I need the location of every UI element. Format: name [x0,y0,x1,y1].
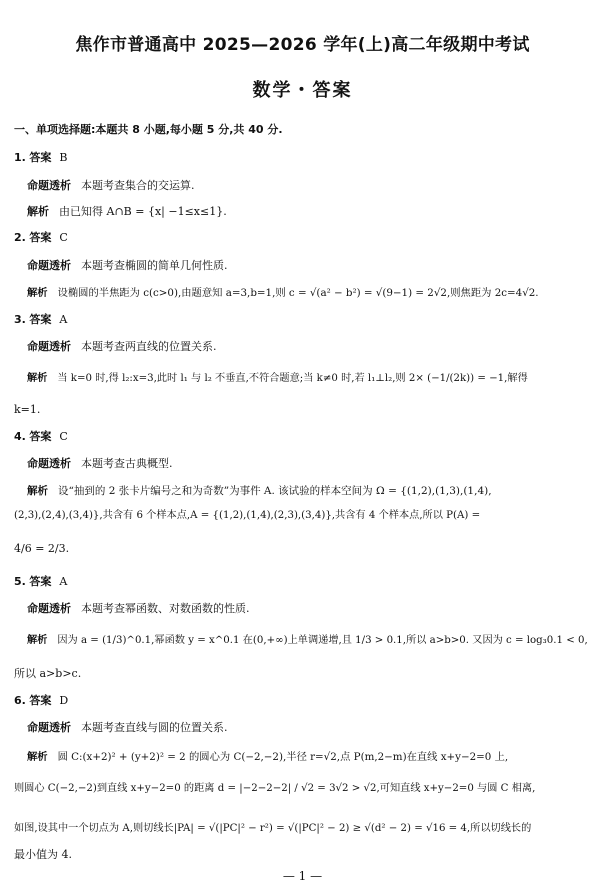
answer-line-5 [14,575,591,589]
analysis-text: 本题考查集合的交运算. [81,179,195,192]
page-title: 焦作市普通高中 2025—2026 学年(上)高二年级期中考试 [75,35,530,55]
analysis-label: 命题透析 [27,259,71,272]
question-number: 6. [14,694,26,707]
analysis-label: 命题透析 [27,602,71,615]
answer-value: A [59,575,68,588]
analysis-line-6 [27,721,591,735]
analysis-label: 命题透析 [27,179,71,192]
question-number: 3. [14,313,26,326]
question-number: 1. [14,151,26,164]
solution-label: 解析 [27,635,48,646]
solution-line-6d: 最小值为 4. [14,848,72,861]
answer-label: 答案 [29,430,52,443]
analysis-text: 本题考查两直线的位置关系. [81,340,217,353]
question-number: 5. [14,575,26,588]
analysis-line-4 [27,457,591,471]
analysis-text: 本题考查古典概型. [81,457,173,470]
question-number: 2. [14,231,26,244]
analysis-text: 本题考查椭圆的简单几何性质. [81,259,228,272]
solution-line-6c: 如图,设其中一个切点为 A,则切线长|PA| = √(|PC|² − r²) = √(|PC|² − 2) ≥ √(d² − 2) = √16 = 4,所以切线长的 [14,823,532,834]
answer-line-4 [14,430,591,444]
solution-label: 解析 [27,205,49,218]
solution-text: 当 k=0 时,得 l₂:x=3,此时 l₁ 与 l₂ 不垂直,不符合题意;当 k≠0 时,若 l₁⊥l₂,则 2× (−1/(2k)) = −1,解得 [57,373,528,384]
answer-label: 答案 [29,231,52,244]
answer-line-1 [14,151,591,165]
solution-label: 解析 [27,485,48,497]
answer-line-6 [14,694,591,708]
analysis-label: 命题透析 [27,721,71,734]
solution-line-4c: 4/6 = 2/3. [14,542,70,555]
answer-label: 答案 [29,151,52,164]
answer-value: C [59,430,68,443]
solution-line-5a [27,634,591,648]
analysis-line-5 [27,602,591,616]
answer-value: A [59,313,68,326]
analysis-label: 命题透析 [27,457,71,470]
solution-label: 解析 [27,751,48,763]
solution-line-1a [27,205,591,219]
answer-value: B [59,151,68,164]
solution-line-2a [27,286,591,300]
answer-label: 答案 [29,575,52,588]
solution-line-4b: (2,3),(2,4),(3,4)},共含有 6 个样本点,A = {(1,2),(1,4),(2,3),(3,4)},共含有 4 个样本点,所以 P(A) = [14,510,481,521]
solution-line-6a [27,750,591,764]
analysis-label: 命题透析 [27,340,71,353]
question-number: 4. [14,430,26,443]
answer-line-3 [14,313,591,327]
answer-label: 答案 [29,313,52,326]
solution-line-4a [27,484,591,498]
solution-line-3a [27,372,591,386]
solution-line-5b: 所以 a>b>c. [14,667,82,680]
solution-line-3b: k=1. [14,403,41,416]
solution-label: 解析 [27,287,48,299]
solution-text: 因为 a = (1/3)^0.1,幂函数 y = x^0.1 在(0,+∞)上单调递增,且 1/3 > 0.1,所以 a>b>0. 又因为 c = log₃0.1 < 0, [57,635,588,646]
answer-value: C [59,231,68,244]
analysis-line-1 [27,179,591,193]
page-number: — 1 — [282,869,323,883]
analysis-line-2 [27,259,591,273]
solution-text: 由已知得 A∩B = {x| −1≤x≤1}. [59,205,227,218]
solution-label: 解析 [27,373,48,384]
solution-text: 圆 C:(x+2)² + (y+2)² = 2 的圆心为 C(−2,−2),半径 r=√2,点 P(m,2−m)在直线 x+y−2=0 上, [57,751,509,763]
solution-line-6b: 则圆心 C(−2,−2)到直线 x+y−2=0 的距离 d = |−2−2−2| / √2 = 3√2 > √2,可知直线 x+y−2=0 与圆 C 相离, [14,783,536,794]
answer-label: 答案 [29,694,52,707]
analysis-text: 本题考查直线与圆的位置关系. [81,721,228,734]
analysis-text: 本题考查幂函数、对数函数的性质. [81,602,250,615]
solution-text: 设“抽到的 2 张卡片编号之和为奇数”为事件 A. 该试验的样本空间为 Ω = {(1,2),(1,3),(1,4), [58,485,492,497]
analysis-line-3 [27,340,591,354]
section-heading: 一、单项选择题:本题共 8 小题,每小题 5 分,共 40 分. [14,123,283,136]
answer-value: D [59,694,69,707]
answer-line-2 [14,231,591,245]
page-subtitle: 数学・答案 [252,80,353,101]
solution-text: 设椭圆的半焦距为 c(c>0),由题意知 a=3,b=1,则 c = √(a² − b²) = √(9−1) = 2√2,则焦距为 2c=4√2. [57,287,539,299]
